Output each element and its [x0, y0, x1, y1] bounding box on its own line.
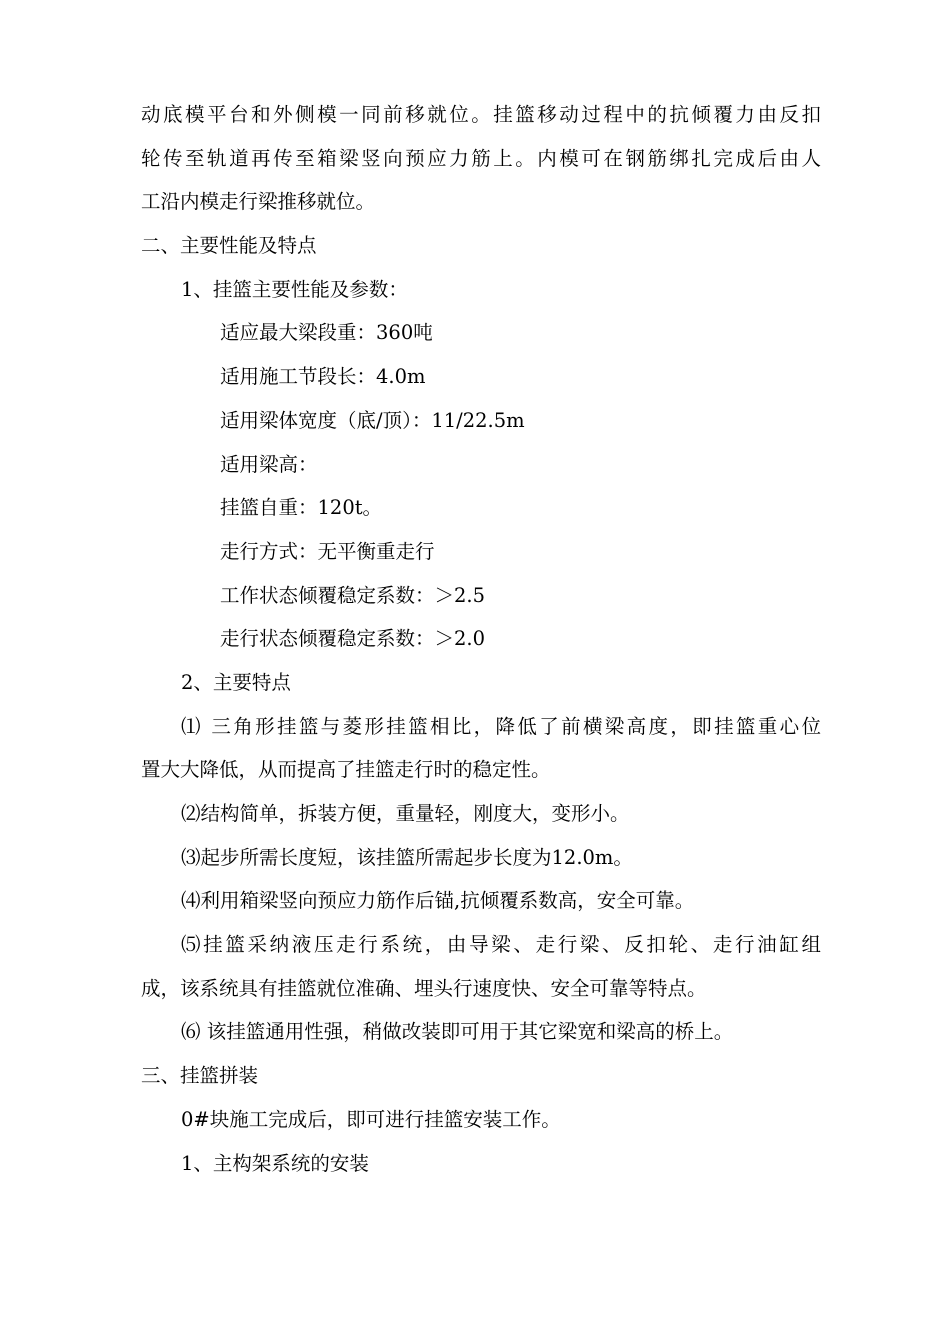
text-line: 二、主要性能及特点	[141, 234, 317, 258]
text-line: 动底模平台和外侧模一同前移就位。挂篮移动过程中的抗倾覆力由反扣	[141, 103, 821, 126]
text-line: 走行状态倾覆稳定系数：＞2.0	[220, 627, 486, 651]
text-line: 工沿内模走行梁推移就位。	[141, 190, 376, 214]
text-line: 置大大降低，从而提高了挂篮走行时的稳定性。	[141, 758, 551, 782]
text-line: 挂篮自重：120t。	[220, 496, 383, 520]
text-line: 适用梁高：	[220, 452, 318, 476]
text-line: 轮传至轨道再传至箱梁竖向预应力筋上。内模可在钢筋绑扎完成后由人	[141, 146, 821, 170]
text-line: ⑹ 该挂篮通用性强，稍做改装即可用于其它梁宽和梁高的桥上。	[181, 1020, 734, 1044]
text-line: 三、挂篮拼装	[141, 1064, 259, 1088]
text-line: 0#块施工完成后，即可进行挂篮安装工作。	[181, 1107, 561, 1131]
text-line: 2、主要特点	[181, 670, 291, 694]
text-line: 适用梁体宽度（底/顶）：11/22.5m	[220, 408, 525, 432]
text-line: 1、挂篮主要性能及参数：	[181, 277, 408, 301]
text-line: 适应最大梁段重：360吨	[220, 321, 433, 345]
text-line: ⑶起步所需长度短，该挂篮所需起步长度为12.0m。	[181, 845, 633, 869]
document-body	[141, 102, 821, 1194]
text-line: 走行方式：无平衡重走行	[220, 539, 435, 563]
text-line: 工作状态倾覆稳定系数：＞2.5	[220, 583, 486, 607]
text-line: ⑸挂篮采纳液压走行系统，由导梁、走行梁、反扣轮、走行油缸组	[181, 933, 821, 957]
text-line: 适用施工节段长：4.0m	[220, 365, 426, 389]
text-line: ⑴ 三角形挂篮与菱形挂篮相比，降低了前横梁高度，即挂篮重心位	[181, 714, 821, 738]
text-line: ⑵结构简单，拆装方便，重量轻，刚度大，变形小。	[181, 802, 630, 825]
text-line: ⑷利用箱梁竖向预应力筋作后锚,抗倾覆系数高，安全可靠。	[181, 889, 695, 913]
text-line: 成，该系统具有挂篮就位准确、埋头行速度快、安全可靠等特点。	[141, 976, 707, 1000]
text-line: 1、主构架系统的安装	[181, 1151, 369, 1175]
